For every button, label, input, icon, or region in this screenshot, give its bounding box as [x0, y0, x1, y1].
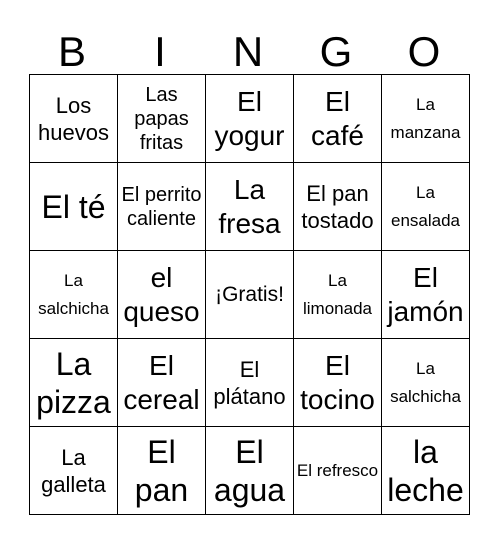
- header-letter-n: N: [232, 28, 266, 75]
- bingo-cell[interactable]: [118, 251, 206, 339]
- bingo-header: [29, 26, 469, 74]
- cell-label: El tocino: [300, 349, 375, 415]
- bingo-cell[interactable]: [294, 427, 382, 515]
- bingo-cell[interactable]: [294, 339, 382, 427]
- cell-label: El plátano: [213, 356, 286, 409]
- bingo-cell[interactable]: [206, 339, 294, 427]
- bingo-cell[interactable]: [118, 339, 206, 427]
- cell-label: El café: [311, 85, 364, 151]
- bingo-cell[interactable]: [382, 75, 470, 163]
- cell-label: El agua: [213, 433, 286, 508]
- cell-label: La fresa: [218, 173, 281, 239]
- header-letter-o: O: [407, 28, 443, 75]
- cell-label: El perrito caliente: [121, 183, 202, 230]
- header-letter-g: G: [319, 28, 355, 75]
- bingo-cell[interactable]: [118, 75, 206, 163]
- bingo-cell[interactable]: [30, 163, 118, 251]
- bingo-cell[interactable]: [294, 75, 382, 163]
- bingo-cell[interactable]: [206, 75, 294, 163]
- cell-label: El refresco: [296, 460, 379, 480]
- bingo-cell[interactable]: [382, 251, 470, 339]
- bingo-cell[interactable]: [206, 163, 294, 251]
- cell-label: El jamón: [387, 261, 464, 327]
- bingo-cell[interactable]: [30, 251, 118, 339]
- bingo-cell[interactable]: [294, 163, 382, 251]
- cell-label: La galleta: [41, 444, 106, 497]
- cell-label: el queso: [123, 261, 200, 327]
- cell-label: La manzana: [390, 94, 461, 142]
- free-space-cell[interactable]: [206, 251, 294, 339]
- bingo-cell[interactable]: [118, 427, 206, 515]
- bingo-cell[interactable]: [30, 427, 118, 515]
- cell-label: El pan: [134, 433, 189, 508]
- bingo-cell[interactable]: [382, 339, 470, 427]
- cell-label: El cereal: [123, 349, 200, 415]
- bingo-board: [29, 74, 470, 515]
- cell-label: La pizza: [36, 345, 111, 420]
- header-letter-b: B: [57, 28, 88, 75]
- bingo-cell[interactable]: [294, 251, 382, 339]
- cell-label: Las papas fritas: [134, 83, 189, 154]
- cell-label: La salchicha: [390, 358, 461, 406]
- bingo-cell[interactable]: [118, 163, 206, 251]
- cell-label: El pan tostado: [301, 180, 374, 233]
- cell-label: El té: [41, 188, 106, 225]
- cell-label: La ensalada: [390, 182, 460, 230]
- bingo-cell[interactable]: [206, 427, 294, 515]
- bingo-cell[interactable]: [30, 75, 118, 163]
- cell-label: El yogur: [214, 85, 285, 151]
- cell-label: La limonada: [303, 270, 372, 318]
- cell-label: Los huevos: [38, 92, 109, 145]
- bingo-cell[interactable]: [382, 163, 470, 251]
- cell-label: La salchicha: [38, 270, 109, 318]
- header-letter-i: I: [154, 28, 168, 75]
- bingo-cell[interactable]: [30, 339, 118, 427]
- cell-label: la leche: [387, 433, 464, 508]
- free-space-label: ¡Gratis!: [215, 282, 284, 306]
- bingo-cell[interactable]: [382, 427, 470, 515]
